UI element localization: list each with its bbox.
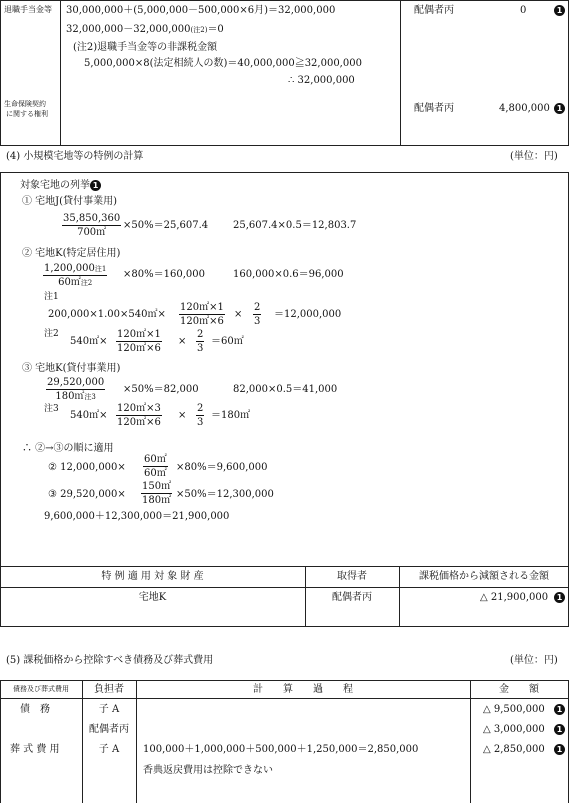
apply-line2-a: ③ 29,520,000× bbox=[48, 489, 126, 500]
list-title bbox=[20, 180, 101, 191]
row3-person: 子 A bbox=[98, 744, 120, 755]
note3-calc: 540㎡× bbox=[70, 410, 108, 421]
note3-times: × bbox=[178, 410, 187, 421]
item2-denominator-note: 注2 bbox=[80, 279, 93, 287]
apply-line2-den: 180㎡ bbox=[142, 495, 172, 506]
apply-line1-b: ×80%＝9,600,000 bbox=[176, 462, 268, 473]
apply-line2-num: 150㎡ bbox=[142, 481, 172, 492]
score-badge-text: 1 bbox=[554, 103, 565, 114]
note2-fraction1 bbox=[116, 330, 162, 354]
funeral-calc: 100,000＋1,000,000＋500,000＋1,250,000＝2,850,000 bbox=[143, 744, 419, 755]
item1-denominator: 700㎡ bbox=[77, 227, 107, 238]
funeral-label: 葬 式 費 用 bbox=[10, 744, 60, 755]
retirement-calc-line2 bbox=[66, 25, 224, 35]
header-item: 債務及び葬式費用 bbox=[13, 685, 69, 693]
item2-denominator-value: 60㎡ bbox=[58, 277, 81, 288]
retirement-calc-line2-result: ＝0 bbox=[207, 24, 224, 35]
note2-fraction1-den: 120㎡×6 bbox=[117, 343, 161, 354]
life-insurance-amount: 4,800,000 bbox=[499, 103, 550, 114]
apply-line2-b: ×50%＝12,300,000 bbox=[176, 489, 274, 500]
score-badge-icon bbox=[554, 724, 565, 735]
note2-fraction2-num: 2 bbox=[197, 329, 204, 340]
apply-line1-fraction bbox=[143, 455, 168, 479]
note1-calc: 200,000×1.00×540㎡× bbox=[48, 309, 166, 320]
retirement-calc-line1: 30,000,000＋(5,000,000－500,000×6月)＝32,000,000 bbox=[66, 5, 336, 16]
score-badge-icon bbox=[554, 704, 565, 715]
debt-label: 債 務 bbox=[20, 704, 50, 715]
score-badge-icon bbox=[554, 103, 565, 114]
note1-fraction2 bbox=[253, 303, 261, 327]
score-badge-text: 1 bbox=[554, 5, 565, 16]
item3-label: ③ 宅地K(貸付事業用) bbox=[22, 363, 121, 374]
note2-fraction2-den: 3 bbox=[197, 343, 204, 354]
retirement-calc-line5: ∴ 32,000,000 bbox=[288, 75, 355, 86]
item2-denominator bbox=[43, 276, 107, 288]
special-acquirer: 配偶者丙 bbox=[332, 592, 372, 603]
row2-amount: △ 3,000,000 bbox=[483, 724, 545, 735]
section5-unit: (単位：円) bbox=[510, 655, 558, 666]
retirement-calc-line3: (注2)退職手当金等の非課税金額 bbox=[73, 42, 218, 53]
apply-line1-a: ② 12,000,000× bbox=[48, 462, 126, 473]
header-amount: 金 額 bbox=[499, 684, 539, 695]
item2-numerator bbox=[43, 264, 107, 276]
retirement-calc-line2-note: (注2) bbox=[190, 26, 208, 34]
note1-fraction1 bbox=[179, 303, 225, 327]
score-badge-icon bbox=[554, 5, 565, 16]
note1-fraction1-num: 120㎡×1 bbox=[180, 302, 224, 313]
apply-total: 9,600,000＋12,300,000＝21,900,000 bbox=[44, 511, 230, 522]
special-col-reduction: 課税価格から減額される金額 bbox=[419, 571, 549, 582]
item3-denominator-value: 180㎡ bbox=[55, 391, 85, 402]
item2-calc1: ×80%＝160,000 bbox=[123, 269, 205, 280]
item3-calc1: ×50%＝82,000 bbox=[123, 384, 199, 395]
life-insurance-label bbox=[4, 99, 48, 119]
special-reduction-amount: △ 21,900,000 bbox=[480, 592, 549, 603]
note1-fraction2-num: 2 bbox=[254, 302, 261, 313]
item2-fraction bbox=[43, 264, 107, 288]
item2-calc2: 160,000×0.6＝96,000 bbox=[233, 269, 344, 280]
item2-numerator-value: 1,200,000 bbox=[44, 263, 95, 274]
note3-fraction2 bbox=[196, 404, 204, 428]
funeral-note: 香典返戻費用は控除できない bbox=[143, 765, 273, 776]
note3-fraction1-den: 120㎡×6 bbox=[117, 417, 161, 428]
header-calculation: 計 算 過 程 bbox=[253, 684, 353, 695]
section5-heading: (5) 課税価格から控除すべき債務及び葬式費用 bbox=[6, 655, 214, 666]
score-badge-icon bbox=[554, 744, 565, 755]
item1-fraction bbox=[62, 214, 121, 238]
item2-label: ② 宅地K(特定居住用) bbox=[22, 248, 121, 259]
note2-fraction2 bbox=[196, 330, 204, 354]
score-badge-text: 1 bbox=[554, 724, 565, 735]
item3-calc2: 82,000×0.5＝41,000 bbox=[233, 384, 338, 395]
note1-times: × bbox=[234, 309, 243, 320]
header-bearer: 負担者 bbox=[94, 684, 124, 695]
retirement-amount: 0 bbox=[520, 5, 527, 16]
score-badge-text: 1 bbox=[554, 744, 565, 755]
apply-line1-num: 60㎡ bbox=[144, 454, 167, 465]
note2-result: ＝60㎡ bbox=[211, 336, 244, 347]
retirement-allowance-label: 退職手当金等 bbox=[4, 5, 52, 14]
note1-result: ＝12,000,000 bbox=[274, 309, 342, 320]
note3-fraction2-den: 3 bbox=[197, 417, 204, 428]
score-badge-text: 1 bbox=[554, 704, 565, 715]
life-insurance-person: 配偶者丙 bbox=[414, 103, 454, 114]
score-badge-text: 1 bbox=[554, 592, 565, 603]
special-col-property: 特 例 適 用 対 象 財 産 bbox=[101, 571, 204, 582]
life-insurance-label-line1: 生命保険契約 bbox=[4, 100, 46, 108]
life-insurance-label-line2: に関する権利 bbox=[6, 110, 48, 118]
item1-calc2: 25,607.4×0.5＝12,803.7 bbox=[233, 220, 357, 231]
note2-calc: 540㎡× bbox=[70, 336, 108, 347]
section4-heading: (4) 小規模宅地等の特例の計算 bbox=[6, 151, 144, 162]
score-badge-icon bbox=[554, 592, 565, 603]
item3-denominator bbox=[46, 390, 105, 402]
row1-amount: △ 9,500,000 bbox=[483, 704, 545, 715]
apply-order-label: ∴ ②→③の順に適用 bbox=[22, 443, 114, 454]
row3-amount: △ 2,850,000 bbox=[483, 744, 545, 755]
retirement-calc-line2-main: 32,000,000－32,000,000 bbox=[66, 24, 191, 35]
apply-line2-fraction bbox=[141, 482, 172, 506]
special-col-acquirer: 取得者 bbox=[337, 571, 367, 582]
special-property: 宅地K bbox=[138, 592, 167, 603]
section4-unit: (単位：円) bbox=[510, 151, 558, 162]
note3-result: ＝180㎡ bbox=[211, 410, 251, 421]
note2-times: × bbox=[178, 336, 187, 347]
note3-fraction2-num: 2 bbox=[197, 403, 204, 414]
note1-fraction2-den: 3 bbox=[254, 316, 261, 327]
apply-line1-den: 60㎡ bbox=[144, 468, 167, 479]
note1-label: 注1 bbox=[44, 292, 59, 302]
list-title-text: 対象宅地の列挙 bbox=[20, 180, 90, 191]
item3-fraction bbox=[46, 378, 105, 402]
item1-calc1: ×50%＝25,607.4 bbox=[123, 220, 209, 231]
retirement-calc-line4: 5,000,000×8(法定相続人の数)＝40,000,000≧32,000,000 bbox=[84, 58, 362, 69]
note2-fraction1-num: 120㎡×1 bbox=[117, 329, 161, 340]
row2-person: 配偶者丙 bbox=[89, 724, 129, 735]
note3-fraction1-num: 120㎡×3 bbox=[117, 403, 161, 414]
row1-person: 子 A bbox=[98, 704, 120, 715]
score-badge-icon: 1 bbox=[90, 180, 101, 191]
item1-numerator: 35,850,360 bbox=[63, 213, 121, 224]
note1-fraction1-den: 120㎡×6 bbox=[180, 316, 224, 327]
item2-numerator-note: 注1 bbox=[94, 265, 107, 273]
retirement-person: 配偶者丙 bbox=[414, 5, 454, 16]
note2-label: 注2 bbox=[44, 329, 59, 339]
item3-numerator: 29,520,000 bbox=[47, 377, 105, 388]
note3-fraction1 bbox=[116, 404, 162, 428]
item3-denominator-note: 注3 bbox=[84, 393, 96, 401]
note3-label: 注3 bbox=[44, 404, 59, 414]
item1-label: ① 宅地J(貸付事業用) bbox=[22, 196, 117, 207]
